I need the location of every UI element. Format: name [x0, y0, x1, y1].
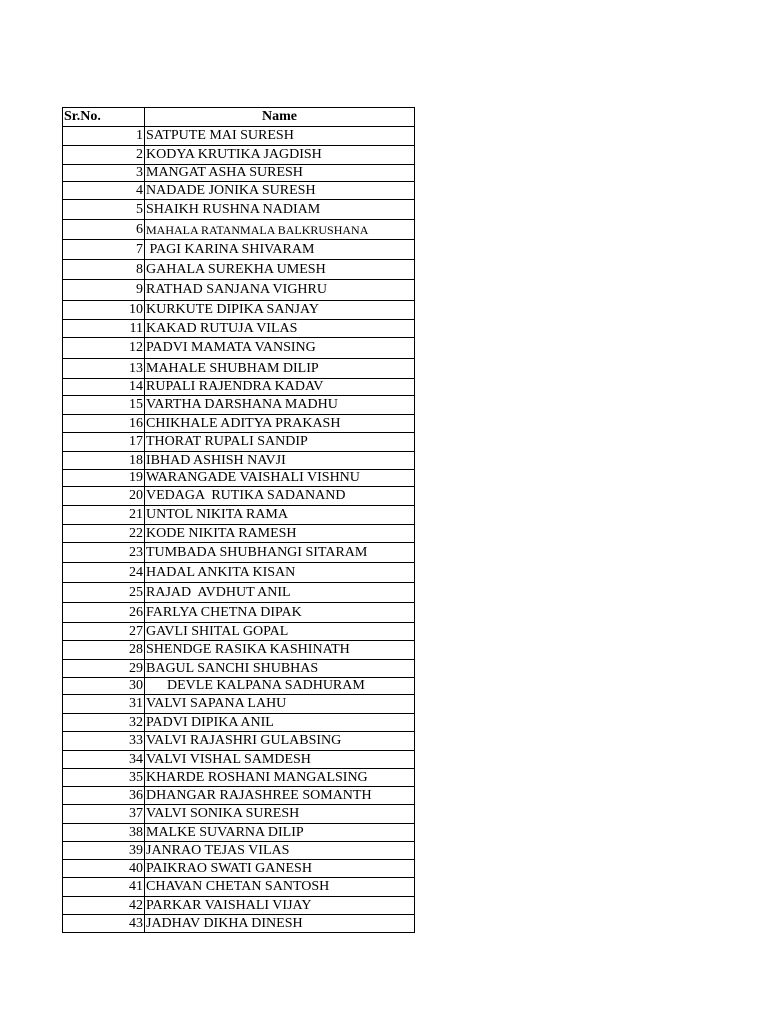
table-row [63, 220, 415, 240]
table-row [63, 860, 415, 878]
table-row [63, 200, 415, 220]
name-cell: SHAIKH RUSHNA NADIAM [145, 200, 415, 220]
sr-no-cell: 9 [63, 280, 145, 301]
table-row [63, 641, 415, 660]
sr-no-cell: 35 [63, 769, 145, 787]
table-row [63, 359, 415, 379]
table-row [63, 182, 415, 200]
table-row [63, 769, 415, 787]
table-row [63, 379, 415, 396]
header-row [63, 108, 415, 127]
table-row [63, 732, 415, 751]
sr-no-cell: 3 [63, 165, 145, 182]
sr-no-cell: 15 [63, 396, 145, 415]
sr-no-cell: 27 [63, 623, 145, 641]
sr-no-cell: 16 [63, 415, 145, 433]
name-cell: SATPUTE MAI SURESH [145, 127, 415, 146]
name-cell: CHAVAN CHETAN SANTOSH [145, 878, 415, 897]
sr-no-cell: 10 [63, 301, 145, 320]
name-cell: PAIKRAO SWATI GANESH [145, 860, 415, 878]
name-cell: KURKUTE DIPIKA SANJAY [145, 301, 415, 320]
sr-no-cell: 23 [63, 543, 145, 563]
sr-no-cell: 13 [63, 359, 145, 379]
sr-no-header: Sr.No. [63, 108, 145, 127]
table-row [63, 787, 415, 805]
table-row [63, 805, 415, 824]
student-list-table [62, 107, 415, 933]
sr-no-cell: 30 [63, 678, 145, 695]
sr-no-cell: 36 [63, 787, 145, 805]
sr-no-cell: 28 [63, 641, 145, 660]
sr-no-cell: 41 [63, 878, 145, 897]
table-header [63, 108, 415, 127]
name-cell: VALVI RAJASHRI GULABSING [145, 732, 415, 751]
name-cell: PADVI MAMATA VANSING [145, 338, 415, 359]
table-row [63, 563, 415, 583]
table-row [63, 506, 415, 525]
table-row [63, 751, 415, 769]
sr-no-cell: 19 [63, 470, 145, 487]
table-row [63, 320, 415, 338]
table-row [63, 915, 415, 933]
name-cell: HADAL ANKITA KISAN [145, 563, 415, 583]
table-row [63, 623, 415, 641]
spreadsheet-page [62, 107, 414, 933]
sr-no-cell: 39 [63, 842, 145, 860]
name-cell: MAHALA RATANMALA BALKRUSHANA [145, 220, 415, 240]
name-cell: TUMBADA SHUBHANGI SITARAM [145, 543, 415, 563]
name-cell: RUPALI RAJENDRA KADAV [145, 379, 415, 396]
name-cell: NADADE JONIKA SURESH [145, 182, 415, 200]
name-cell: CHIKHALE ADITYA PRAKASH [145, 415, 415, 433]
table-row [63, 678, 415, 695]
name-cell: DEVLE KALPANA SADHURAM [145, 678, 415, 695]
sr-no-cell: 24 [63, 563, 145, 583]
sr-no-cell: 40 [63, 860, 145, 878]
table-row [63, 470, 415, 487]
name-cell: KODE NIKITA RAMESH [145, 525, 415, 543]
name-cell: DHANGAR RAJASHREE SOMANTH [145, 787, 415, 805]
name-cell: FARLYA CHETNA DIPAK [145, 603, 415, 623]
table-row [63, 695, 415, 714]
name-cell: VALVI SONIKA SURESH [145, 805, 415, 824]
name-cell: RATHAD SANJANA VIGHRU [145, 280, 415, 301]
table-row [63, 452, 415, 470]
sr-no-cell: 17 [63, 433, 145, 452]
sr-no-cell: 32 [63, 714, 145, 732]
name-cell: IBHAD ASHISH NAVJI [145, 452, 415, 470]
table-row [63, 338, 415, 359]
sr-no-cell: 38 [63, 824, 145, 842]
name-cell: JANRAO TEJAS VILAS [145, 842, 415, 860]
table-row [63, 240, 415, 260]
sr-no-cell: 33 [63, 732, 145, 751]
sr-no-cell: 31 [63, 695, 145, 714]
name-cell: KHARDE ROSHANI MANGALSING [145, 769, 415, 787]
sr-no-cell: 6 [63, 220, 145, 240]
table-row [63, 660, 415, 678]
sr-no-cell: 34 [63, 751, 145, 769]
name-cell: SHENDGE RASIKA KASHINATH [145, 641, 415, 660]
name-header: Name [145, 108, 415, 127]
table-row [63, 714, 415, 732]
name-cell: PADVI DIPIKA ANIL [145, 714, 415, 732]
name-cell: VARTHA DARSHANA MADHU [145, 396, 415, 415]
table-row [63, 897, 415, 915]
name-cell: MALKE SUVARNA DILIP [145, 824, 415, 842]
sr-no-cell: 21 [63, 506, 145, 525]
sr-no-cell: 4 [63, 182, 145, 200]
sr-no-cell: 11 [63, 320, 145, 338]
table-row [63, 583, 415, 603]
table-row [63, 433, 415, 452]
name-cell: JADHAV DIKHA DINESH [145, 915, 415, 933]
table-row [63, 280, 415, 301]
name-cell: KAKAD RUTUJA VILAS [145, 320, 415, 338]
sr-no-cell: 37 [63, 805, 145, 824]
table-row [63, 824, 415, 842]
table-body [63, 127, 415, 933]
name-cell: GAHALA SUREKHA UMESH [145, 260, 415, 280]
table-row [63, 146, 415, 165]
sr-no-cell: 7 [63, 240, 145, 260]
name-cell: MANGAT ASHA SURESH [145, 165, 415, 182]
name-cell: BAGUL SANCHI SHUBHAS [145, 660, 415, 678]
sr-no-cell: 1 [63, 127, 145, 146]
sr-no-cell: 25 [63, 583, 145, 603]
sr-no-cell: 5 [63, 200, 145, 220]
table-row [63, 127, 415, 146]
name-cell: GAVLI SHITAL GOPAL [145, 623, 415, 641]
table-row [63, 842, 415, 860]
name-cell: VALVI VISHAL SAMDESH [145, 751, 415, 769]
name-cell: WARANGADE VAISHALI VISHNU [145, 470, 415, 487]
sr-no-cell: 2 [63, 146, 145, 165]
sr-no-cell: 43 [63, 915, 145, 933]
name-cell: VALVI SAPANA LAHU [145, 695, 415, 714]
table-row [63, 603, 415, 623]
table-row [63, 487, 415, 506]
name-cell: MAHALE SHUBHAM DILIP [145, 359, 415, 379]
sr-no-cell: 29 [63, 660, 145, 678]
sr-no-cell: 26 [63, 603, 145, 623]
sr-no-cell: 12 [63, 338, 145, 359]
table-row [63, 260, 415, 280]
name-cell: UNTOL NIKITA RAMA [145, 506, 415, 525]
sr-no-cell: 18 [63, 452, 145, 470]
name-cell: PARKAR VAISHALI VIJAY [145, 897, 415, 915]
table-row [63, 301, 415, 320]
table-row [63, 165, 415, 182]
sr-no-cell: 42 [63, 897, 145, 915]
sr-no-cell: 8 [63, 260, 145, 280]
sr-no-cell: 20 [63, 487, 145, 506]
name-cell: PAGI KARINA SHIVARAM [145, 240, 415, 260]
sr-no-cell: 22 [63, 525, 145, 543]
sr-no-cell: 14 [63, 379, 145, 396]
name-cell: RAJAD AVDHUT ANIL [145, 583, 415, 603]
table-row [63, 415, 415, 433]
name-cell: THORAT RUPALI SANDIP [145, 433, 415, 452]
table-row [63, 543, 415, 563]
table-row [63, 525, 415, 543]
table-row [63, 396, 415, 415]
name-cell: VEDAGA RUTIKA SADANAND [145, 487, 415, 506]
name-cell: KODYA KRUTIKA JAGDISH [145, 146, 415, 165]
table-row [63, 878, 415, 897]
